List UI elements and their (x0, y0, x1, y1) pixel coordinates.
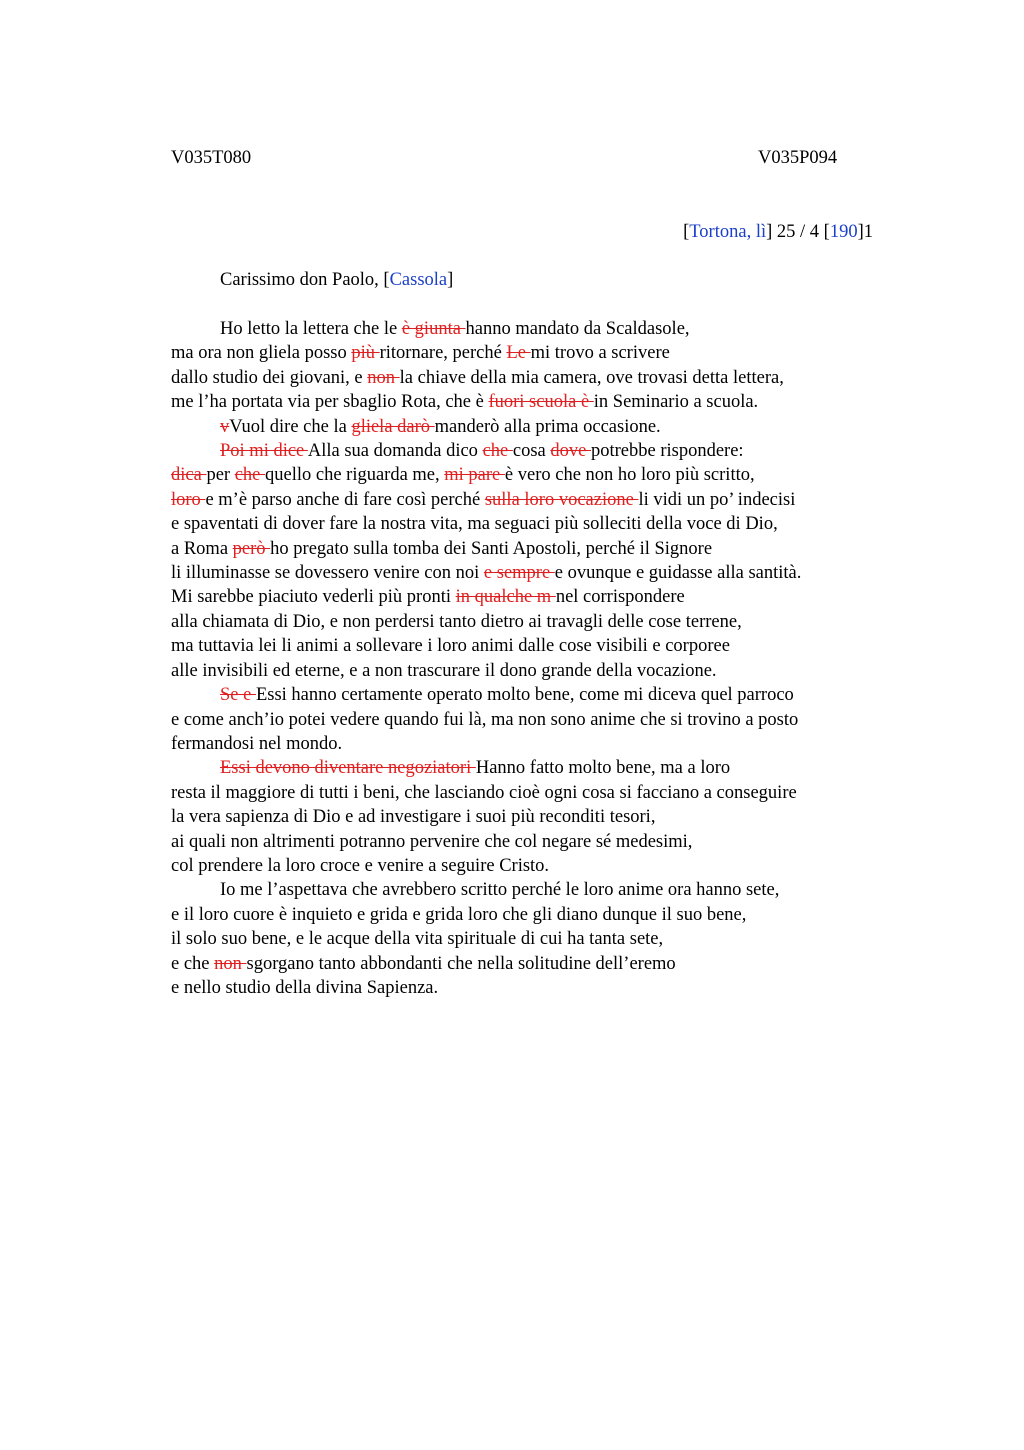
dateline-close: ]1 (857, 222, 873, 242)
text-line (171, 610, 801, 634)
text-segment: è vero che non ho loro più scritto, (504, 465, 755, 486)
deleted-text: Se e (220, 685, 256, 706)
deleted-text: mi pare (444, 465, 505, 486)
dateline-date: ] 25 / 4 [ (766, 222, 830, 242)
text-segment: hanno mandato da Scaldasole, (465, 319, 690, 339)
text-segment: fermandosi nel mondo. (171, 733, 343, 754)
deleted-text: gliela darò (351, 416, 435, 437)
deleted-text: non (214, 953, 247, 974)
text-segment: per (206, 465, 235, 486)
deleted-text: Essi devono diventare negoziatori (220, 758, 476, 779)
text-line (171, 463, 801, 487)
text-line (171, 512, 801, 536)
text-segment: resta il maggiore di tutti i beni, che lasciando cioè ogni cosa si facciano a conseguire (171, 782, 797, 803)
text-line (171, 366, 801, 390)
text-line (171, 708, 801, 732)
text-segment: Alla sua domanda dico (307, 441, 483, 462)
text-segment: potrebbe rispondere: (590, 441, 744, 462)
deleted-text: dove (550, 441, 591, 462)
text-segment: e nello studio della divina Sapienza. (171, 977, 439, 998)
salutation-text: Carissimo don Paolo, [ (220, 270, 390, 290)
text-segment: e m’è parso anche di fare così perché (205, 489, 485, 510)
salutation-name: Cassola (389, 270, 448, 290)
text-segment: Vuol dire che la (229, 416, 352, 437)
deleted-text: che (234, 465, 265, 486)
text-segment: a Roma (171, 538, 233, 559)
text-line (171, 854, 801, 878)
text-segment: Io me l’aspettava che avrebbero scritto perché le loro anime ora hanno sete, (220, 880, 780, 901)
letter-body (171, 317, 801, 1000)
text-segment: mi trovo a scrivere (530, 343, 670, 364)
text-line (171, 341, 801, 365)
deleted-text: non (367, 367, 400, 388)
text-segment: la vera sapienza di Dio e ad investigare i suoi più reconditi tesori, (171, 807, 656, 828)
text-line (171, 317, 801, 341)
text-segment: ma tuttavia lei li animi a sollevare i loro animi dalle cose visibili e corporee (171, 636, 730, 657)
text-segment: li illuminasse se dovessero venire con noi (171, 563, 484, 584)
deleted-text: v (220, 416, 230, 437)
deleted-text: sulla loro vocazione (484, 489, 639, 510)
deleted-text: loro (171, 489, 206, 510)
text-line (171, 878, 801, 902)
text-line (171, 781, 801, 805)
text-line (171, 805, 801, 829)
text-line (171, 976, 801, 1000)
dateline (683, 222, 873, 243)
text-segment: e che (171, 953, 215, 974)
text-line (171, 732, 801, 756)
text-segment: la chiave della mia camera, ove trovasi detta lettera, (399, 367, 784, 388)
dateline-place: Tortona, lì (689, 222, 767, 242)
text-segment: Essi hanno certamente operato molto bene, come mi diceva quel parroco (255, 685, 794, 706)
text-segment: e ovunque e guidasse alla santità. (554, 563, 802, 584)
dateline-year-editorial: 190 (829, 222, 858, 242)
text-segment: cosa (512, 441, 551, 462)
text-line (171, 830, 801, 854)
deleted-text: e sempre (483, 563, 555, 584)
text-line (171, 390, 801, 414)
text-line (171, 537, 801, 561)
text-line (171, 488, 801, 512)
deleted-text: Le (506, 343, 531, 364)
text-line (171, 634, 801, 658)
text-segment: e il loro cuore è inquieto e grida e grida loro che gli diano dunque il suo bene, (171, 904, 747, 925)
text-line (171, 683, 801, 707)
text-segment: alle invisibili ed eterne, e a non trascurare il dono grande della vocazione. (171, 660, 717, 681)
text-line (171, 756, 801, 780)
deleted-text: Poi mi dice (220, 441, 308, 462)
text-segment: ma ora non gliela posso (171, 343, 352, 364)
text-segment: ai quali non altrimenti potranno pervenire che col negare sé medesimi, (171, 831, 693, 852)
deleted-text: è giunta (401, 319, 466, 339)
text-segment: e spaventati di dover fare la nostra vita, ma seguaci più solleciti della voce di Dio, (171, 514, 778, 535)
text-segment: alla chiamata di Dio, e non perdersi tanto dietro ai travagli delle cose terrene, (171, 611, 742, 632)
deleted-text: dica (171, 465, 207, 486)
text-segment: ritornare, perché (379, 343, 507, 364)
text-segment: Ho letto la lettera che le (220, 319, 402, 339)
text-line (171, 585, 801, 609)
text-line (171, 927, 801, 951)
text-line (171, 561, 801, 585)
text-segment: me l’ha portata via per sbaglio Rota, che è (171, 392, 489, 413)
text-segment: e come anch’io potei vedere quando fui là, ma non sono anime che si trovino a posto (171, 709, 799, 730)
text-segment: in Seminario a scuola. (593, 392, 759, 413)
deleted-text: però (232, 538, 271, 559)
text-line (171, 659, 801, 683)
text-line (171, 439, 801, 463)
text-line (171, 415, 801, 439)
text-segment: il solo suo bene, e le acque della vita spirituale di cui ha tanta sete, (171, 929, 664, 950)
salutation-close: ] (447, 270, 454, 290)
deleted-text: in qualche m (455, 587, 556, 608)
text-segment: ho pregato sulla tomba dei Santi Apostoli, perché il Signore (270, 538, 713, 559)
text-segment: nel corrispondere (555, 587, 685, 608)
deleted-text: che (482, 441, 513, 462)
text-line (171, 952, 801, 976)
text-segment: manderò alla prima occasione. (434, 416, 661, 437)
text-line (171, 903, 801, 927)
text-segment: col prendere la loro croce e venire a seguire Cristo. (171, 855, 550, 876)
text-segment: quello che riguarda me, (265, 465, 445, 486)
deleted-text: più (351, 343, 380, 364)
text-segment: Mi sarebbe piaciuto vederli più pronti (171, 587, 456, 608)
text-segment: sgorgano tanto abbondanti che nella solitudine dell’eremo (246, 953, 676, 974)
text-segment: li vidi un po’ indecisi (638, 489, 796, 510)
salutation (220, 270, 453, 291)
document-code-right: V035P094 (758, 148, 838, 168)
text-segment: Hanno fatto molto bene, ma a loro (475, 758, 731, 779)
dateline-bracket-open: [ (683, 222, 690, 242)
text-segment: dallo studio dei giovani, e (171, 367, 368, 388)
deleted-text: fuori scuola è (488, 392, 594, 413)
document-code-left: V035T080 (171, 148, 252, 168)
